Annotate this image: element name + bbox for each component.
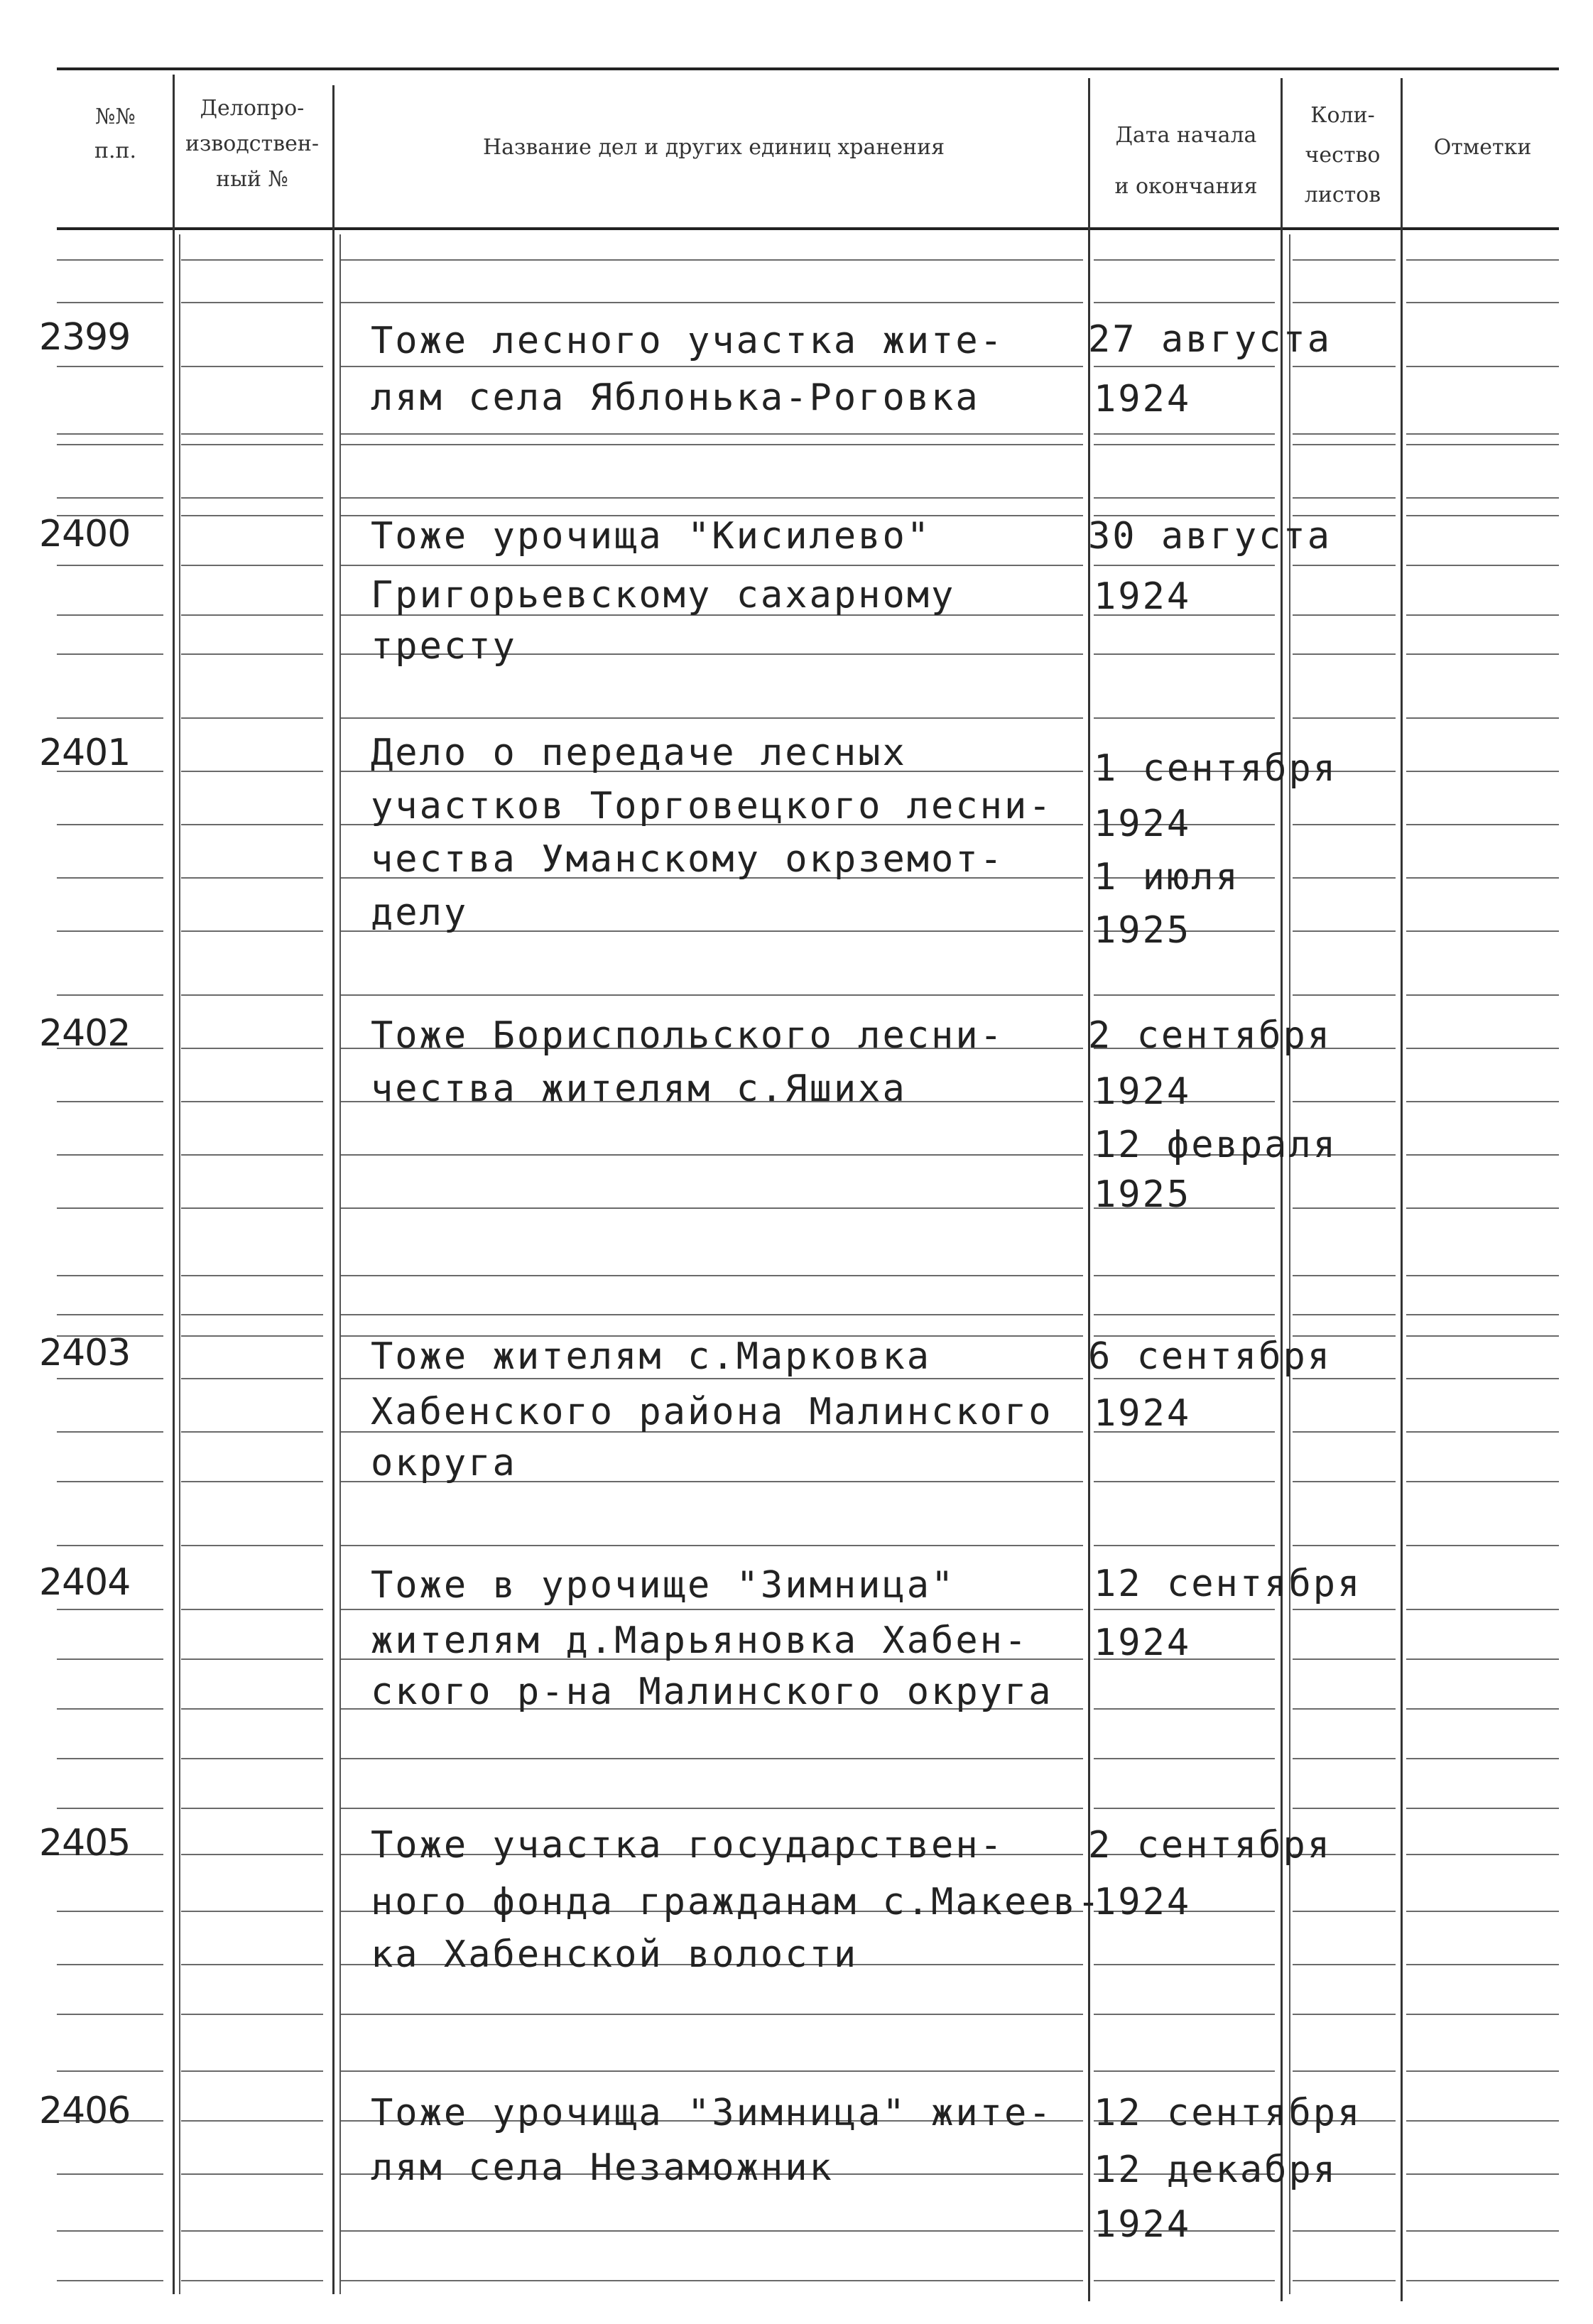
header-col-num-line1: №№ [95, 104, 136, 129]
header-col-office [178, 91, 327, 197]
ruled-line [1406, 994, 1559, 996]
ruled-line [1406, 1207, 1559, 1209]
ruled-line [1293, 1481, 1396, 1482]
ruled-line [1406, 2070, 1559, 2072]
column-divider-5 [1401, 78, 1403, 2301]
ruled-line [181, 565, 323, 566]
item-number: 2406 [39, 2090, 131, 2132]
ruled-line [1293, 1964, 1396, 1965]
header-col-num-line2: п.п. [94, 139, 137, 163]
ruled-line [341, 302, 1083, 303]
ruled-line [341, 994, 1083, 996]
ruled-line [181, 1481, 323, 1482]
item-title-line: тресту [371, 625, 517, 668]
ruled-line [1406, 1758, 1559, 1759]
ruled-line [1293, 994, 1396, 996]
item-title-line: Тоже жителям с.Марковка [371, 1335, 932, 1378]
item-date-line: 1925 [1094, 909, 1192, 952]
ruled-line [181, 433, 323, 435]
ruled-line [1293, 653, 1396, 655]
ruled-line [1293, 1207, 1396, 1209]
ruled-line [181, 366, 323, 367]
ruled-line [57, 2014, 163, 2015]
ruled-line [57, 565, 163, 566]
item-number: 2399 [39, 316, 131, 359]
ruled-line [1293, 565, 1396, 566]
ruled-line [57, 1808, 163, 1809]
ruled-line [1406, 302, 1559, 303]
ruled-line [181, 877, 323, 879]
ruled-line [57, 1275, 163, 1276]
ruled-line [1293, 877, 1396, 879]
ruled-line [181, 515, 323, 516]
ruled-line [1406, 1545, 1559, 1546]
ruled-line [181, 1758, 323, 1759]
ruled-line [57, 1758, 163, 1759]
ruled-line [1406, 1481, 1559, 1482]
ruled-line [1293, 1378, 1396, 1379]
ruled-line [181, 1964, 323, 1965]
item-date-line: 1924 [1094, 1392, 1192, 1435]
header-col-sheets-line3: листов [1304, 183, 1381, 207]
ruled-line [1293, 302, 1396, 303]
item-date-line: 1 июля [1094, 856, 1240, 898]
ruled-line [181, 824, 323, 825]
ruled-line [1406, 1964, 1559, 1965]
item-title-line: Тоже Бориспольского лесни- [371, 1014, 1004, 1057]
column-divider-2b [339, 234, 341, 2294]
ruled-line [1406, 1609, 1559, 1610]
item-title-line: ка Хабенской волости [371, 1933, 859, 1976]
ruled-line [1406, 771, 1559, 772]
ruled-line [341, 1545, 1083, 1546]
ruled-line [1406, 877, 1559, 879]
ruled-line [181, 1708, 323, 1710]
item-title-line: лям села Яблонька-Роговка [371, 376, 980, 419]
ruled-line [181, 1545, 323, 1546]
ruled-line [1406, 2230, 1559, 2232]
ruled-line [57, 1708, 163, 1710]
header-top-rule [57, 67, 1559, 70]
ruled-line [1406, 930, 1559, 932]
ruled-line [1406, 444, 1559, 445]
ruled-line [57, 444, 163, 445]
ruled-line [181, 1911, 323, 1912]
ruled-line [181, 653, 323, 655]
ruled-line [57, 994, 163, 996]
ruled-line [181, 1207, 323, 1209]
item-title-line: Григорьевскому сахарному [371, 574, 956, 617]
ruled-line [1406, 1378, 1559, 1379]
ruled-line [1406, 2014, 1559, 2015]
ruled-line [181, 1275, 323, 1276]
item-title-line: Тоже в урочище "Зимница" [371, 1564, 956, 1607]
item-title-line: лям села Незаможник [371, 2146, 834, 2189]
ruled-line [341, 1808, 1083, 1809]
ruled-line [1406, 614, 1559, 616]
ruled-line [57, 1545, 163, 1546]
ruled-line [57, 1964, 163, 1965]
ruled-line [341, 2230, 1083, 2232]
ruled-line [1406, 366, 1559, 367]
item-title-line: ского р-на Малинского округа [371, 1671, 1053, 1713]
header-bottom-rule [57, 227, 1559, 230]
ruled-line [1094, 444, 1275, 445]
ruled-line [341, 1275, 1083, 1276]
ruled-line [1293, 1101, 1396, 1102]
item-number: 2404 [39, 1561, 131, 1604]
ruled-line [1293, 1911, 1396, 1912]
item-number: 2405 [39, 1822, 131, 1864]
ruled-line [57, 1431, 163, 1433]
ruled-line [1094, 1481, 1275, 1482]
ruled-line [1406, 1808, 1559, 1809]
item-number: 2400 [39, 513, 131, 555]
ruled-line [1094, 2014, 1275, 2015]
ruled-line [1406, 1854, 1559, 1855]
ruled-line [57, 877, 163, 879]
ruled-line [341, 366, 1083, 367]
header-col-sheets [1284, 96, 1401, 215]
ruled-line [57, 366, 163, 367]
ruled-line [1293, 717, 1396, 719]
ruled-line [181, 2070, 323, 2072]
ruled-line [1293, 1275, 1396, 1276]
ruled-line [57, 1154, 163, 1156]
ruled-line [57, 497, 163, 499]
ruled-line [1094, 259, 1275, 261]
ruled-line [1094, 1378, 1275, 1379]
ruled-line [1094, 653, 1275, 655]
ruled-line [181, 771, 323, 772]
ruled-line [57, 259, 163, 261]
item-date-line: 12 февраля [1094, 1124, 1338, 1166]
item-date-line: 2 сентября [1088, 1014, 1332, 1057]
item-date-line: 1924 [1094, 803, 1192, 845]
ruled-line [181, 2230, 323, 2232]
ruled-line [341, 2070, 1083, 2072]
ruled-line [57, 1609, 163, 1610]
ruled-line [1406, 1431, 1559, 1433]
ruled-line [1406, 2173, 1559, 2175]
header-col-dates-line1: Дата начала [1115, 123, 1257, 148]
ruled-line [1094, 2280, 1275, 2281]
item-title-line: округа [371, 1442, 517, 1484]
item-title-line: Тоже лесного участка жите- [371, 320, 1004, 362]
ruled-line [57, 1314, 163, 1315]
ruled-line [1406, 1911, 1559, 1912]
ruled-line [1293, 614, 1396, 616]
ruled-line [1293, 2280, 1396, 2281]
item-date-line: 12 сентября [1094, 2092, 1362, 2134]
ruled-line [1094, 1808, 1275, 1809]
ruled-line [57, 1101, 163, 1102]
ruled-line [181, 1431, 323, 1433]
ruled-line [1293, 1758, 1396, 1759]
ruled-line [1406, 1314, 1559, 1315]
ruled-line [341, 2014, 1083, 2015]
item-number: 2403 [39, 1332, 131, 1374]
ruled-line [57, 302, 163, 303]
ruled-line [1094, 497, 1275, 499]
ruled-line [1406, 1101, 1559, 1102]
ruled-line [1293, 497, 1396, 499]
ruled-line [1406, 824, 1559, 825]
item-date-line: 1924 [1094, 575, 1192, 618]
ruled-line [181, 2120, 323, 2122]
ruled-line [1094, 1545, 1275, 1546]
ruled-line [181, 1048, 323, 1049]
ruled-line [1406, 2120, 1559, 2122]
ruled-line [1094, 1609, 1275, 1610]
ruled-line [1406, 1154, 1559, 1156]
ruled-line [181, 1154, 323, 1156]
ruled-line [341, 1314, 1083, 1315]
column-divider-4 [1281, 78, 1283, 2301]
ruled-line [1293, 1808, 1396, 1809]
ruled-line [1094, 565, 1275, 566]
ruled-line [341, 1154, 1083, 1156]
item-date-line: 27 августа [1088, 318, 1332, 361]
item-date-line: 6 сентября [1088, 1335, 1332, 1378]
header-col-dates-line2: и окончания [1114, 174, 1258, 199]
ruled-line [1094, 366, 1275, 367]
ruled-line [1406, 1275, 1559, 1276]
ruled-line [1293, 1314, 1396, 1315]
header-col-sheets-line2: чество [1305, 143, 1381, 168]
ruled-line [1094, 302, 1275, 303]
ruled-line [181, 1378, 323, 1379]
ruled-line [181, 1609, 323, 1610]
ruled-line [57, 614, 163, 616]
ruled-line [57, 930, 163, 932]
ruled-line [1094, 717, 1275, 719]
item-title-line: чества Уманскому окрземот- [371, 838, 1004, 881]
item-title-line: участков Торговецкого лесни- [371, 785, 1053, 827]
ruled-line [1094, 1275, 1275, 1276]
header-col-office-line1: Делопро- [200, 96, 305, 121]
header-col-notes: Отметки [1433, 135, 1532, 160]
ruled-line [341, 497, 1083, 499]
ruled-line [1293, 1708, 1396, 1710]
ruled-line [341, 717, 1083, 719]
ruled-line [57, 2230, 163, 2232]
ruled-line [341, 565, 1083, 566]
ruled-line [1406, 1335, 1559, 1337]
ruled-line [1293, 2070, 1396, 2072]
ruled-line [181, 2280, 323, 2281]
ruled-line [1293, 1658, 1396, 1660]
item-date-line: 1 сентября [1094, 747, 1338, 790]
ruled-line [1406, 259, 1559, 261]
ruled-line [181, 1101, 323, 1102]
ruled-line [57, 717, 163, 719]
ruled-line [1293, 433, 1396, 435]
item-date-line: 12 декабря [1094, 2149, 1338, 2191]
ruled-line [1406, 653, 1559, 655]
ruled-line [181, 930, 323, 932]
ruled-line [57, 1207, 163, 1209]
item-title-line: чества жителям с.Яшиха [371, 1068, 907, 1110]
ruled-line [1406, 433, 1559, 435]
ruled-line [1406, 1658, 1559, 1660]
ruled-line [57, 653, 163, 655]
ruled-line [57, 433, 163, 435]
header-col-num [67, 92, 163, 176]
ruled-line [1293, 2014, 1396, 2015]
ruled-line [181, 2173, 323, 2175]
item-title-line: Дело о передаче лесных [371, 732, 907, 774]
ruled-line [57, 824, 163, 825]
ruled-line [181, 717, 323, 719]
header-col-office-line2: изводствен- [185, 131, 319, 156]
ruled-line [181, 1314, 323, 1315]
column-divider-3 [1088, 78, 1090, 2301]
item-title-line: делу [371, 891, 469, 934]
ruled-line [1406, 1708, 1559, 1710]
item-title-line: жителям д.Марьяновка Хабен- [371, 1619, 1029, 1662]
ruled-line [57, 1378, 163, 1379]
ruled-line [57, 1911, 163, 1912]
ruled-line [1293, 1431, 1396, 1433]
ruled-line [57, 2173, 163, 2175]
item-date-line: 1924 [1094, 1622, 1192, 1664]
ruled-line [1406, 497, 1559, 499]
ruled-line [341, 2280, 1083, 2281]
item-date-line: 12 сентября [1094, 1563, 1362, 1605]
ruled-line [1293, 1545, 1396, 1546]
ruled-line [57, 1481, 163, 1482]
ruled-line [1094, 433, 1275, 435]
ruled-line [1094, 1758, 1275, 1759]
ruled-line [1293, 444, 1396, 445]
ruled-line [341, 1758, 1083, 1759]
item-date-line: 1924 [1094, 378, 1192, 420]
header-col-office-line3: ный № [216, 167, 288, 192]
ruled-line [57, 2280, 163, 2281]
ruled-line [1094, 1708, 1275, 1710]
ruled-line [1094, 994, 1275, 996]
ruled-line [181, 497, 323, 499]
column-divider-1b [179, 234, 180, 2294]
item-number: 2402 [39, 1012, 131, 1055]
item-date-line: 1924 [1094, 1070, 1192, 1113]
ruled-line [1293, 824, 1396, 825]
item-date-line: 1924 [1094, 1881, 1192, 1923]
item-title-line: Тоже урочища "Кисилево" [371, 515, 932, 558]
item-date-line: 1925 [1094, 1173, 1192, 1216]
ruled-line [1293, 2230, 1396, 2232]
column-divider-2 [332, 85, 335, 2294]
ruled-line [57, 2070, 163, 2072]
ruled-line [341, 444, 1083, 445]
ruled-line [181, 994, 323, 996]
header-col-title: Название дел и других единиц хранения [482, 135, 945, 160]
ruled-line [181, 614, 323, 616]
ruled-line [181, 1854, 323, 1855]
ruled-line [1094, 2070, 1275, 2072]
ruled-line [341, 259, 1083, 261]
item-number: 2401 [39, 732, 131, 774]
ruled-line [341, 1378, 1083, 1379]
ruled-line [1094, 1964, 1275, 1965]
ruled-line [1094, 1314, 1275, 1315]
ruled-line [341, 1609, 1083, 1610]
ruled-line [341, 1207, 1083, 1209]
ruled-line [181, 1335, 323, 1337]
item-date-line: 2 сентября [1088, 1824, 1332, 1867]
ruled-line [1293, 366, 1396, 367]
ruled-line [1293, 930, 1396, 932]
item-title-line: ного фонда гражданам с.Макеев- [371, 1881, 1102, 1923]
ruled-line [1293, 1609, 1396, 1610]
ruled-line [181, 259, 323, 261]
ruled-line [181, 2014, 323, 2015]
header-col-sheets-line1: Коли- [1310, 103, 1375, 128]
ruled-line [1406, 717, 1559, 719]
ruled-line [1406, 2280, 1559, 2281]
item-title-line: Тоже участка государствен- [371, 1824, 1004, 1867]
ruled-line [57, 1658, 163, 1660]
ruled-line [1293, 259, 1396, 261]
ruled-line [1406, 565, 1559, 566]
ruled-line [181, 1808, 323, 1809]
ruled-line [181, 1658, 323, 1660]
ruled-line [181, 302, 323, 303]
item-title-line: Хабенского района Малинского [371, 1391, 1053, 1433]
ruled-line [181, 444, 323, 445]
item-date-line: 30 августа [1088, 515, 1332, 558]
header-col-dates [1094, 110, 1278, 212]
ruled-line [1406, 1048, 1559, 1049]
item-title-line: Тоже урочища "Зимница" жите- [371, 2092, 1053, 2134]
item-date-line: 1924 [1094, 2203, 1192, 2246]
column-divider-1 [173, 75, 175, 2294]
ruled-line [341, 433, 1083, 435]
ruled-line [1406, 515, 1559, 516]
